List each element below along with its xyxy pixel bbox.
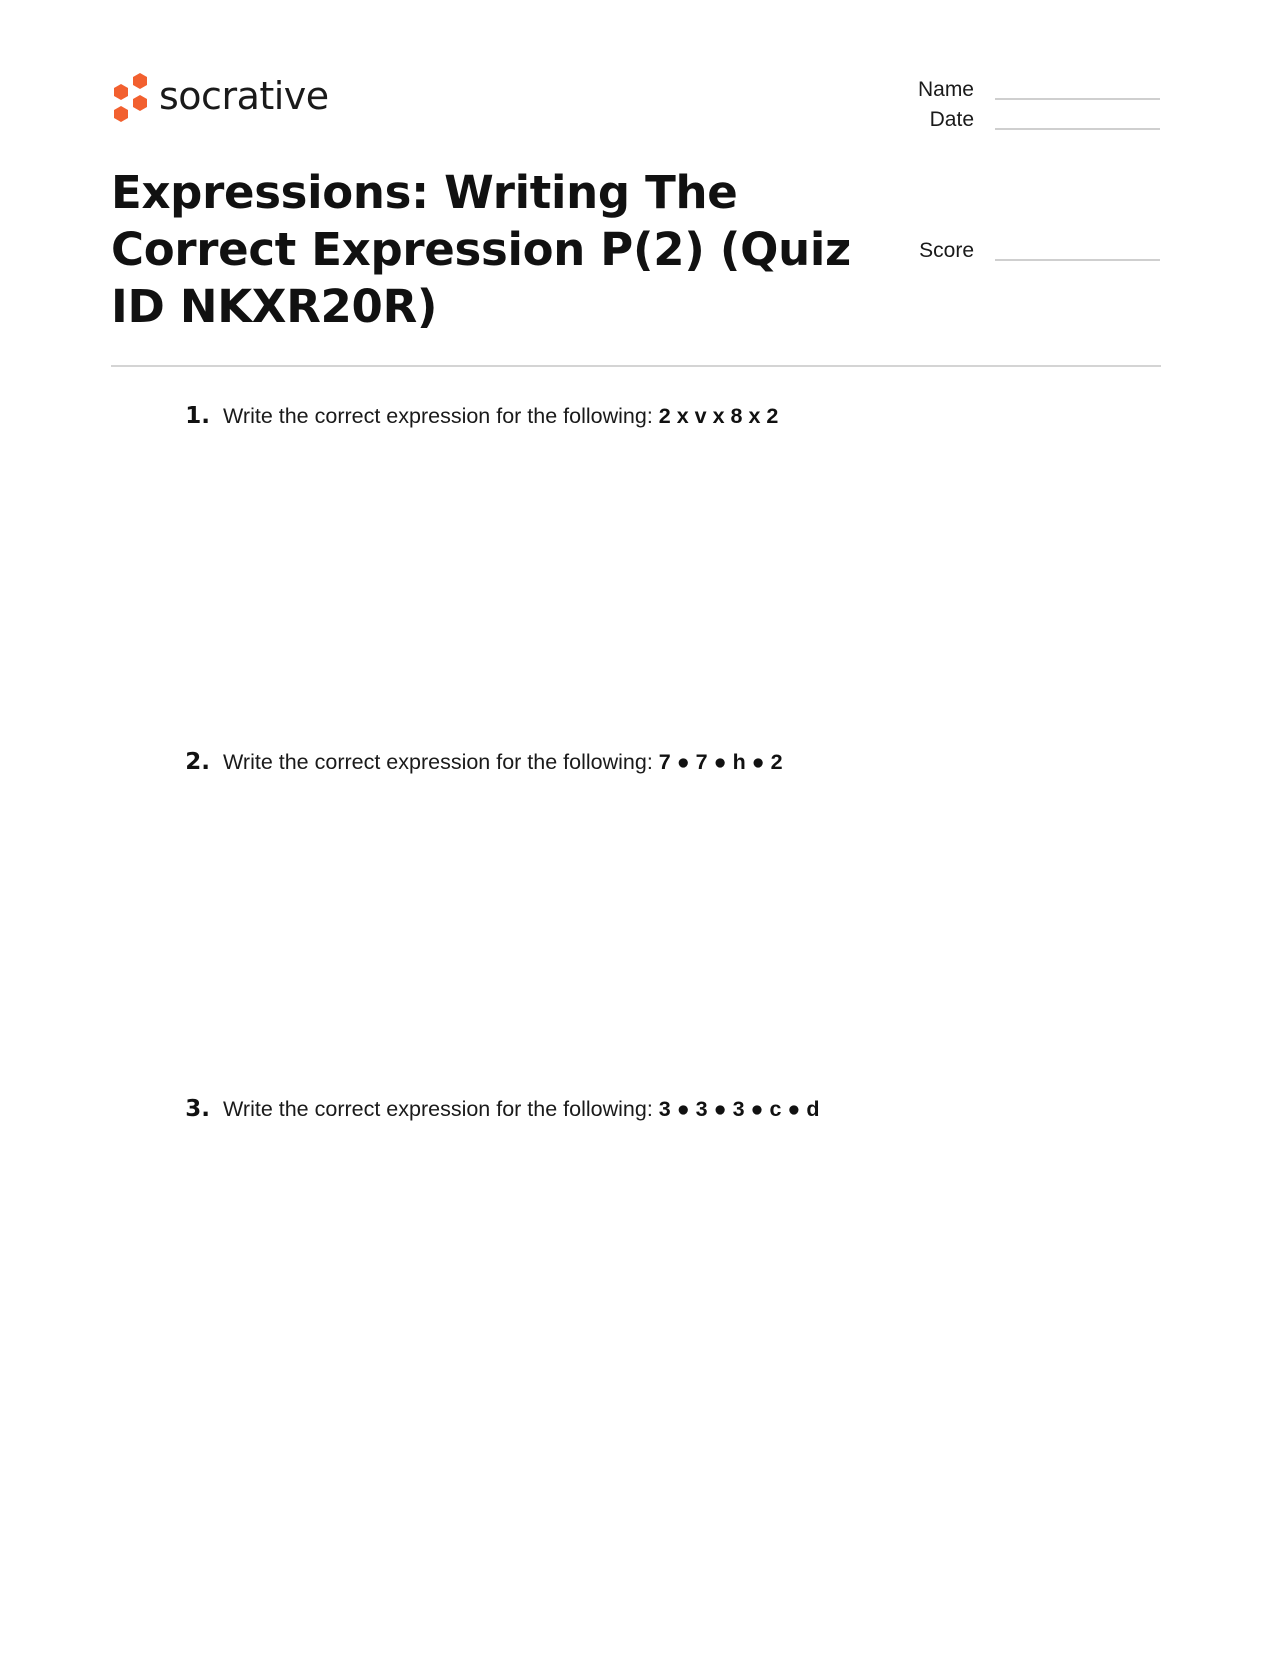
score-line [995, 259, 1160, 261]
hexagon-cluster-icon [111, 72, 151, 124]
page-title: Expressions: Writing The Correct Expression P(2) (Quiz ID NKXR20R) [111, 166, 851, 333]
name-field [880, 78, 1160, 106]
question-expression: 3 ● 3 ● 3 ● c ● d [658, 1097, 820, 1121]
question-prompt: Write the correct expression for the following: [223, 404, 653, 428]
question-expression: 7 ● 7 ● h ● 2 [658, 750, 783, 774]
question-2 [170, 749, 783, 775]
name-label: Name [917, 78, 974, 101]
date-line [995, 128, 1160, 130]
question-1 [170, 403, 778, 429]
question-expression: 2 x v x 8 x 2 [658, 404, 779, 428]
question-number: 1. [185, 403, 210, 429]
date-field [880, 108, 1160, 136]
socrative-logo [111, 72, 329, 124]
question-prompt: Write the correct expression for the following: [223, 1097, 653, 1121]
question-prompt: Write the correct expression for the following: [223, 750, 653, 774]
name-line [995, 98, 1160, 100]
score-label: Score [919, 239, 974, 262]
question-number: 3. [185, 1096, 210, 1122]
header-divider [111, 365, 1161, 367]
question-3 [170, 1096, 820, 1122]
brand-wordmark: socrative [159, 74, 329, 118]
score-field [880, 239, 1160, 267]
date-label: Date [929, 108, 974, 131]
question-number: 2. [185, 749, 210, 775]
